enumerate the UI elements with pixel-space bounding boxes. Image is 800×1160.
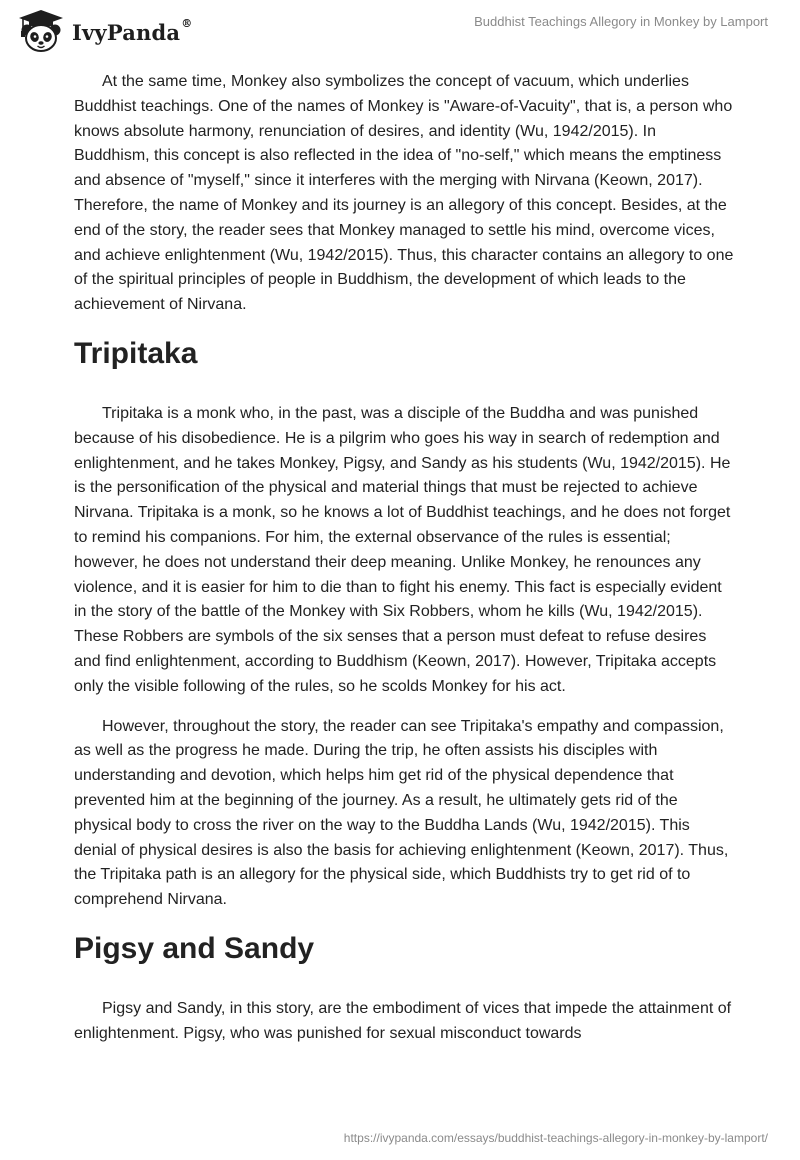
- paragraph: At the same time, Monkey also symbolizes the concept of vacuum, which underlies Buddhist teachings. One of the names of Monkey is "Aware-of-Vacuity", that is, a person who knows absolute harmony, renunciation of desires, and identity (Wu, 1942/2015). In Buddhism, this concept is also reflected in the idea of "no-self," which means the emptiness and absence of "myself," since it interferes with the merging with Nirvana (Keown, 2017). Therefore, the name of Monkey and its journey is an allegory of this concept. Besides, at the end of the story, the reader sees that Monkey managed to settle his mind, overcome vices, and achieve enlightenment (Wu, 1942/2015). Thus, this character contains an allegory to one of the spiritual principles of people in Buddhism, the development of which leads to the achievement of Nirvana.: [74, 73, 734, 314]
- essay-body: [74, 70, 734, 1062]
- section-heading-pigsy-and-sandy: Pigsy and Sandy: [74, 931, 315, 965]
- document-title: Buddhist Teachings Allegory in Monkey by Lamport: [474, 14, 768, 29]
- source-url[interactable]: https://ivypanda.com/essays/buddhist-teachings-allegory-in-monkey-by-lamport/: [343, 1131, 768, 1145]
- page-header: [0, 0, 800, 60]
- paragraph: However, throughout the story, the reader can see Tripitaka's empathy and compassion, as well as the progress he made. During the trip, he often assists his disciples with understanding and devotion, which helps him get rid of the physical dependence that prevented him at the beginning of the journey. As a result, he ultimately gets rid of the physical body to cross the river on the way to the Buddha Lands (Wu, 1942/2015). This denial of physical desires is also the basis for achieving enlightenment (Keown, 2017). Thus, the Tripitaka path is an allegory for the physical side, which Buddhists try to get rid of to comprehend Nirvana.: [74, 717, 729, 909]
- panda-graduate-icon: [14, 8, 68, 54]
- brand-name: IvyPanda®: [72, 16, 193, 45]
- paragraph: Pigsy and Sandy, in this story, are the embodiment of vices that impede the attainment of enlightenment. Pigsy, who was punished for sexual misconduct towards: [74, 999, 732, 1042]
- paragraph: Tripitaka is a monk who, in the past, was a disciple of the Buddha and was punished because of his disobedience. He is a pilgrim who goes his way in search of redemption and enlightenment, and he takes Monkey, Pigsy, and Sandy as his students (Wu, 1942/2015). He is the personification of the physical and material things that must be rejected to achieve Nirvana. Tripitaka is a monk, so he knows a lot of Buddhist teachings, and he does not forget to remind his companions. For him, the external observance of the rules is essential; however, he does not understand their deep meaning. Unlike Monkey, he renounces any violence, and it is easier for him to die than to fight his enemy. This fact is especially evident in the story of the battle of the Monkey with Six Robbers, whom he kills (Wu, 1942/2015). These Robbers are symbols of the six senses that a person must defeat to refuse desires and find enlightenment, according to Buddhism (Keown, 2017). However, Tripitaka accepts only the visible following of the rules, so he scolds Monkey for his act.: [74, 404, 731, 695]
- brand-logo[interactable]: [14, 8, 192, 54]
- section-heading-tripitaka: Tripitaka: [74, 336, 198, 370]
- registered-mark: ®: [181, 16, 193, 30]
